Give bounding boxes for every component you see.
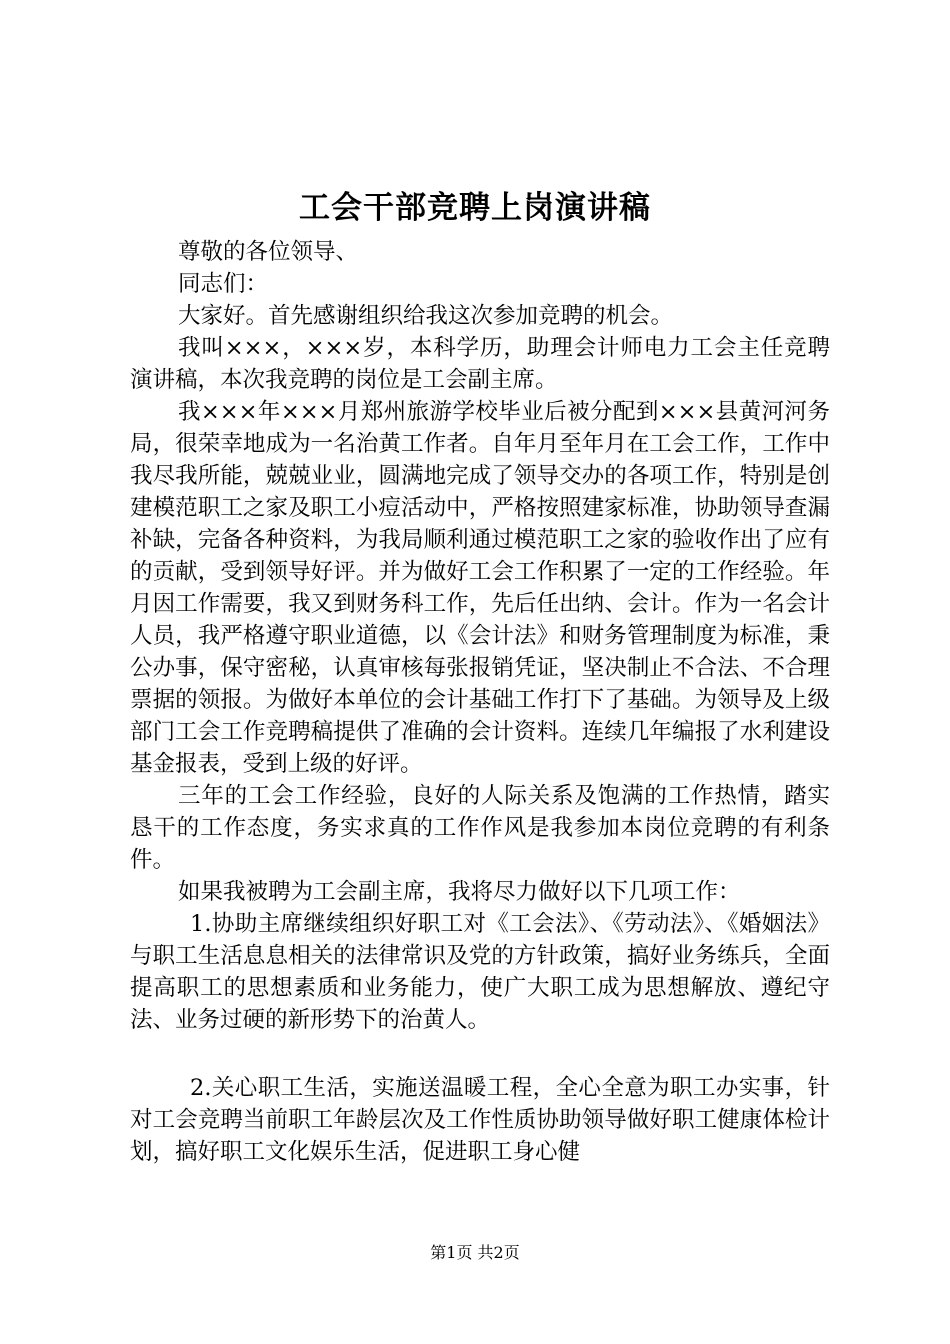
document-body	[130, 236, 830, 1168]
paragraph-qualifications: 三年的工会工作经验，良好的人际关系及饱满的工作热情，踏实恳干的工作态度，务实求真的工作作风是我参加本岗位竞聘的有利条件。	[130, 783, 830, 873]
paragraph-introduction: 我叫×××，×××岁，本科学历，助理会计师电力工会主任竞聘演讲稿，本次我竞聘的岗位是工会副主席。	[130, 335, 830, 393]
list-item-2: 2.关心职工生活，实施送温暖工程，全心全意为职工办实事，针对工会竞聘当前职工年龄层次及工作性质协助领导做好职工健康体检计划，搞好职工文化娱乐生活，促进职工身心健	[130, 1075, 830, 1165]
page-number-footer: 第1页 共2页	[430, 1243, 520, 1262]
paragraph-plan-intro: 如果我被聘为工会副主席，我将尽力做好以下几项工作：	[178, 879, 741, 905]
paragraph-experience: 我×××年×××月郑州旅游学校毕业后被分配到×××县黄河河务局，很荣幸地成为一名治黄工作者。自年月至年月在工会工作，工作中我尽我所能，兢兢业业，圆满地完成了领导交办的各项工作，特别是创建模范职工之家及职工小痘活动中，严格按照建家标准，协助领导查漏补缺，完备各种资料，为我局顺利通过模范职工之家的验收作出了应有的贡献，受到领导好评。并为做好工会工作积累了一定的工作经验。年月因工作需要，我又到财务科工作，先后任出纳、会计。作为一名会计人员，我严格遵守职业道德，以《会计法》和财务管理制度为标准，秉公办事，保守密秘，认真审核每张报销凭证，坚决制止不合法、不合理票据的领报。为做好本单位的会计基础工作打下了基础。为领导及上级部门工会工作竞聘稿提供了准确的会计资料。连续几年编报了水利建设基金报表，受到上级的好评。	[130, 399, 830, 777]
paragraph-greeting: 大家好。首先感谢组织给我这次参加竞聘的机会。	[178, 303, 674, 329]
salutation-line-2: 同志们：	[178, 271, 269, 297]
list-item-1: 1.协助主席继续组织好职工对《工会法》、《劳动法》、《婚姻法》与职工生活息息相关的法律常识及党的方针政策，搞好业务练兵，全面提高职工的思想素质和业务能力，使广大职工成为思想解放、遵纪守法、业务过硬的新形势下的治黄人。	[130, 911, 830, 1033]
document-title: 工会干部竞聘上岗演讲稿	[299, 190, 651, 226]
salutation-line-1: 尊敬的各位领导、	[178, 239, 359, 265]
